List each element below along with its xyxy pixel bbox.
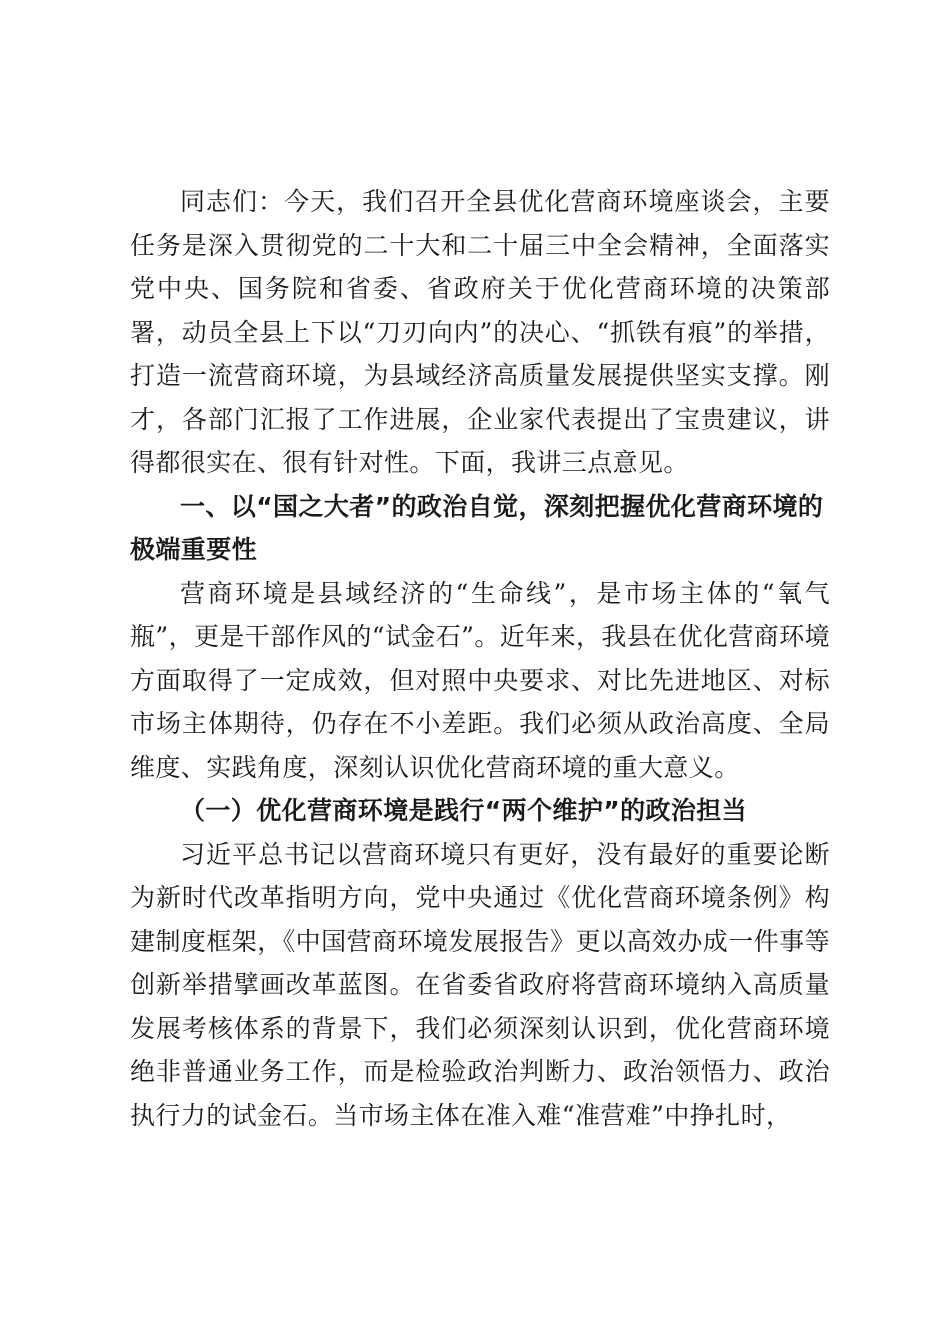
subsection-1-paragraph: 习近平总书记以营商环境只有更好，没有最好的重要论断为新时代改革指明方向，党中央通过《优化营商环境条例》构建制度框架，《中国营商环境发展报告》更以高效办成一件事等创新举措擘画改革蓝图。在省委省政府将营商环境纳入高质量发展考核体系的背景下，我们必须深刻认识到，优化营商环境绝非普通业务工作，而是检验政治判断力、政治领悟力、政治执行力的试金石。当市场主体在准入难“准营难”中挣扎时， bbox=[130, 839, 830, 1130]
section-1-paragraph: 营商环境是县域经济的“生命线”，是市场主体的“氧气瓶”，更是干部作风的“试金石”。近年来，我县在优化营商环境方面取得了一定成效，但对照中央要求、对比先进地区、对标市场主体期待，仍存在不小差距。我们必须从政治高度、全局维度、实践角度，深刻认识优化营商环境的重大意义。 bbox=[130, 578, 830, 782]
opening-paragraph: 同志们：今天，我们召开全县优化营商环境座谈会，主要任务是深入贯彻党的二十大和二十届三中全会精神，全面落实党中央、国务院和省委、省政府关于优化营商环境的决策部署，动员全县上下以“刀刃向内”的决心、“抓铁有痕”的举措，打造一流营商环境，为县域经济高质量发展提供坚实支撑。刚才，各部门汇报了工作进展，企业家代表提出了宝贵建议，讲得都很实在、很有针对性。下面，我讲三点意见。 bbox=[130, 187, 830, 477]
subsection-heading-1: （一）优化营商环境是践行“两个维护”的政治担当 bbox=[180, 796, 748, 825]
section-heading-1: 一、以“国之大者”的政治自觉，深刻把握优化营商环境的极端重要性 bbox=[130, 491, 824, 564]
document-page bbox=[130, 180, 830, 1137]
